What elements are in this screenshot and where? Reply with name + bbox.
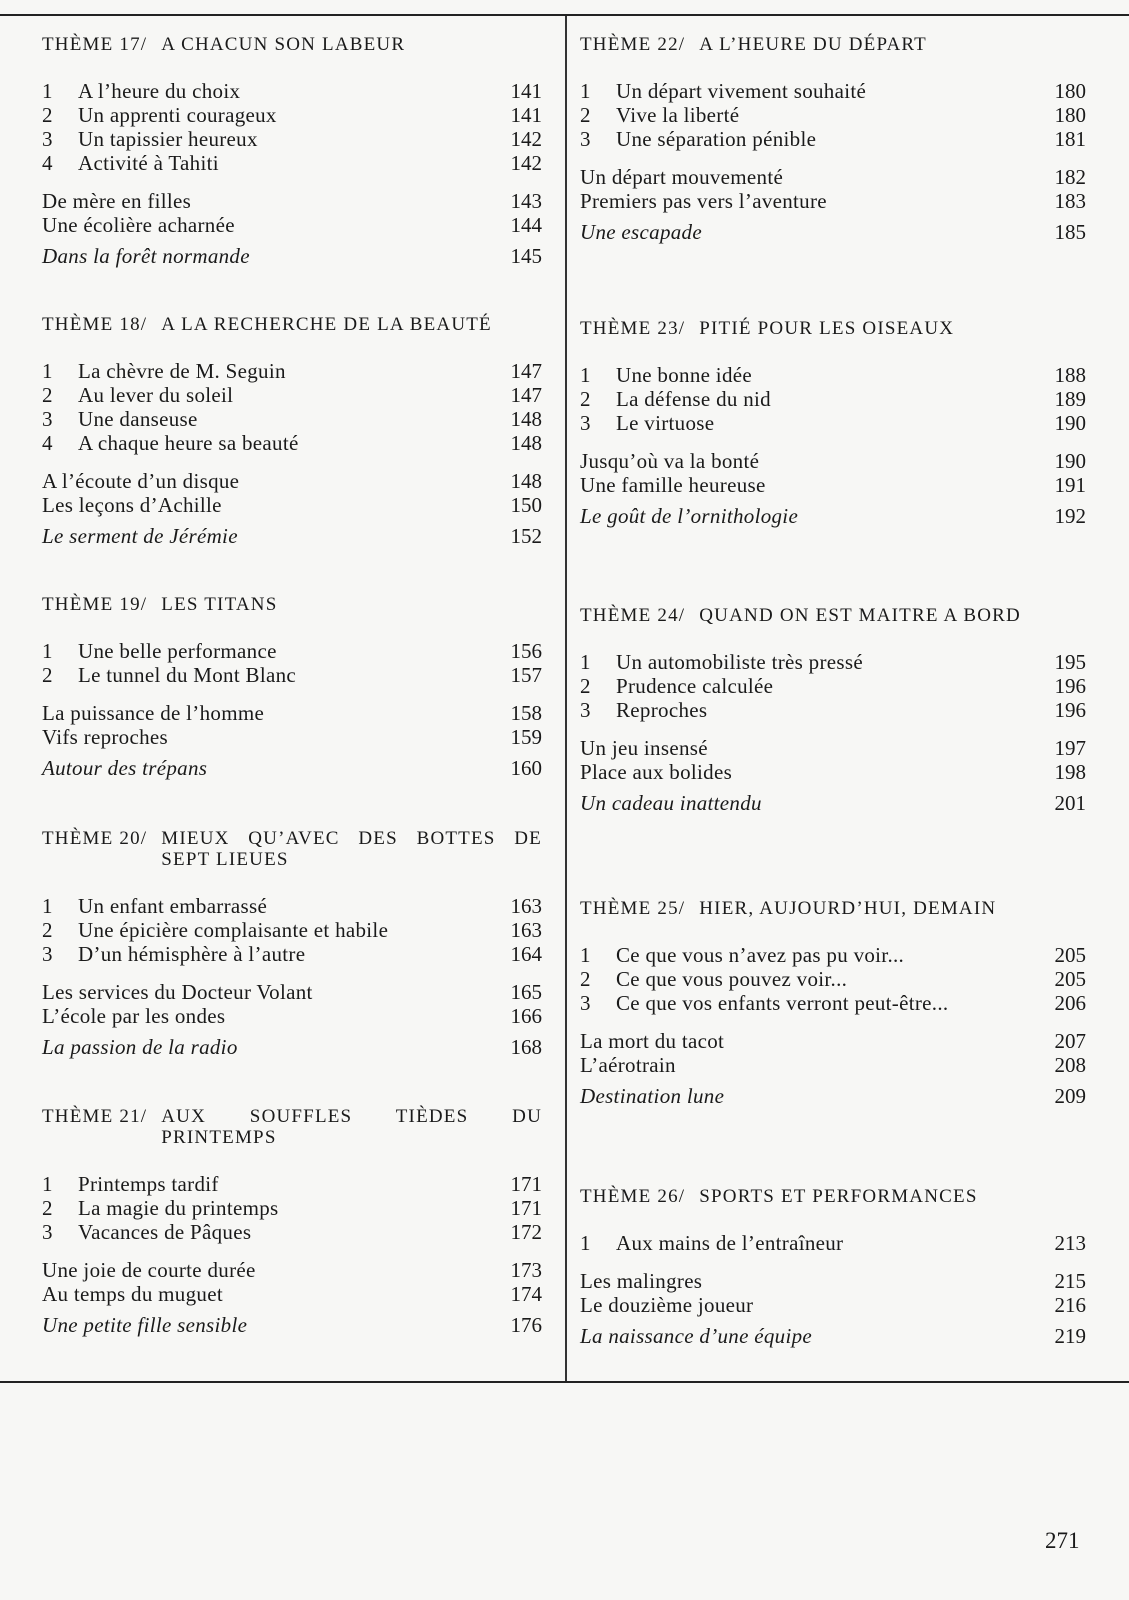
entry-title: Les malingres [580, 1269, 703, 1293]
entry-page: 188 [1054, 363, 1086, 387]
toc-entry-italic[interactable] [42, 1035, 542, 1059]
toc-entry[interactable] [580, 449, 1086, 473]
toc-entry[interactable] [580, 127, 1086, 151]
entry-number: 3 [580, 127, 591, 151]
additional-readings [580, 449, 1086, 528]
theme-name: MIEUX QU’AVEC DES BOTTES DE SEPT LIEUES [161, 828, 542, 870]
entry-number: 1 [42, 894, 53, 918]
entry-page: 171 [510, 1172, 542, 1196]
entry-title: A chaque heure sa beauté [78, 431, 299, 455]
entry-title: Vifs reproches [42, 725, 168, 749]
entry-title: Prudence calculée [616, 674, 774, 698]
theme-name: LES TITANS [161, 594, 278, 615]
additional-readings [580, 736, 1086, 815]
entry-page: 166 [510, 1004, 542, 1028]
toc-entry-italic[interactable] [580, 220, 1086, 244]
entry-title: Le goût de l’ornithologie [580, 504, 799, 528]
theme-section [42, 594, 542, 780]
additional-readings [42, 701, 542, 780]
toc-entry[interactable] [42, 639, 542, 663]
entry-page: 152 [510, 524, 542, 548]
entry-page: 206 [1054, 991, 1086, 1015]
entry-page: 163 [510, 918, 542, 942]
entry-page: 197 [1054, 736, 1086, 760]
additional-readings [42, 189, 542, 268]
entry-page: 198 [1054, 760, 1086, 784]
theme-section [580, 318, 1086, 528]
entry-page: 141 [510, 103, 542, 127]
toc-entry[interactable] [42, 894, 542, 918]
toc-entry[interactable] [580, 1029, 1086, 1053]
entry-title: A l’heure du choix [78, 79, 241, 103]
entry-title: Une séparation pénible [616, 127, 817, 151]
entry-title: Un tapissier heureux [78, 127, 258, 151]
entry-page: 180 [1054, 79, 1086, 103]
additional-readings [42, 469, 542, 548]
entry-title: Aux mains de l’entraîneur [616, 1231, 844, 1255]
entry-title: Vive la liberté [616, 103, 740, 127]
entry-page: 201 [1054, 791, 1086, 815]
entry-page: 207 [1054, 1029, 1086, 1053]
entry-number: 3 [580, 698, 591, 722]
entry-title: La mort du tacot [580, 1029, 725, 1053]
toc-entry[interactable] [42, 127, 542, 151]
toc-entry[interactable] [42, 213, 542, 237]
theme-name: A L’HEURE DU DÉPART [699, 34, 927, 55]
toc-entry[interactable] [42, 1196, 542, 1220]
entry-page: 183 [1054, 189, 1086, 213]
numbered-entries [42, 79, 542, 175]
toc-entry[interactable] [580, 736, 1086, 760]
theme-heading [42, 594, 542, 615]
toc-entry[interactable] [42, 663, 542, 687]
numbered-entries [580, 943, 1086, 1015]
toc-entry[interactable] [580, 760, 1086, 784]
toc-entry-italic[interactable] [580, 1324, 1086, 1348]
entry-title: Le tunnel du Mont Blanc [78, 663, 297, 687]
theme-number: THÈME 22/ [580, 34, 686, 55]
theme-number: THÈME 21/ [42, 1106, 148, 1127]
entry-number: 3 [580, 991, 591, 1015]
numbered-entries [42, 894, 542, 966]
entry-page: 174 [510, 1282, 542, 1306]
entry-title: Une écolière acharnée [42, 213, 235, 237]
entry-title: Une petite fille sensible [42, 1313, 248, 1337]
entry-title: La chèvre de M. Seguin [78, 359, 286, 383]
theme-heading [42, 828, 542, 870]
entry-title: Un automobiliste très pressé [616, 650, 863, 674]
entry-page: 148 [510, 431, 542, 455]
entry-page: 142 [510, 127, 542, 151]
theme-number: THÈME 17/ [42, 34, 148, 55]
entry-title: Place aux bolides [580, 760, 733, 784]
entry-number: 1 [42, 359, 53, 383]
entry-number: 1 [42, 1172, 53, 1196]
toc-entry[interactable] [42, 1282, 542, 1306]
toc-entry-italic[interactable] [580, 1084, 1086, 1108]
entry-page: 141 [510, 79, 542, 103]
toc-entry[interactable] [580, 1053, 1086, 1077]
theme-heading [580, 605, 1086, 626]
entry-number: 3 [42, 127, 53, 151]
entry-page: 191 [1054, 473, 1086, 497]
entry-title: Le douzième joueur [580, 1293, 754, 1317]
theme-name: PITIÉ POUR LES OISEAUX [699, 318, 955, 339]
theme-name: A CHACUN SON LABEUR [161, 34, 406, 55]
toc-entry[interactable] [42, 383, 542, 407]
toc-entry[interactable] [580, 1269, 1086, 1293]
toc-entry[interactable] [42, 103, 542, 127]
entry-title: Premiers pas vers l’aventure [580, 189, 827, 213]
entry-page: 158 [510, 701, 542, 725]
theme-section [42, 34, 542, 268]
entry-page: 182 [1054, 165, 1086, 189]
entry-page: 185 [1054, 220, 1086, 244]
entry-page: 157 [510, 663, 542, 687]
numbered-entries [580, 79, 1086, 151]
toc-entry[interactable] [580, 387, 1086, 411]
entry-number: 4 [42, 431, 53, 455]
entry-number: 3 [42, 942, 53, 966]
theme-name: QUAND ON EST MAITRE A BORD [699, 605, 1021, 626]
additional-readings [580, 1029, 1086, 1108]
entry-title: D’un hémisphère à l’autre [78, 942, 306, 966]
theme-name: HIER, AUJOURD’HUI, DEMAIN [699, 898, 997, 919]
toc-entry[interactable] [580, 79, 1086, 103]
entry-title: Une escapade [580, 220, 702, 244]
theme-section [580, 898, 1086, 1108]
theme-section [42, 1106, 542, 1337]
toc-entry[interactable] [42, 980, 542, 1004]
toc-entry[interactable] [42, 1220, 542, 1244]
entry-page: 213 [1054, 1231, 1086, 1255]
entry-title: De mère en filles [42, 189, 192, 213]
toc-entry-italic[interactable] [580, 504, 1086, 528]
entry-page: 216 [1054, 1293, 1086, 1317]
theme-name: AUX SOUFFLES TIÈDES DU PRINTEMPS [161, 1106, 542, 1148]
entry-page: 181 [1054, 127, 1086, 151]
toc-entry[interactable] [580, 967, 1086, 991]
entry-title: Destination lune [580, 1084, 725, 1108]
toc-entry-italic[interactable] [42, 756, 542, 780]
additional-readings [42, 1258, 542, 1337]
entry-title: L’aérotrain [580, 1053, 676, 1077]
numbered-entries [580, 650, 1086, 722]
toc-entry[interactable] [42, 79, 542, 103]
entry-number: 1 [580, 363, 591, 387]
toc-entry[interactable] [42, 1172, 542, 1196]
theme-number: THÈME 18/ [42, 314, 148, 335]
toc-entry[interactable] [580, 650, 1086, 674]
entry-number: 1 [580, 943, 591, 967]
toc-entry[interactable] [580, 991, 1086, 1015]
entry-page: 209 [1054, 1084, 1086, 1108]
theme-section [42, 314, 542, 548]
bottom-rule [0, 1381, 1129, 1383]
entry-number: 1 [580, 1231, 591, 1255]
entry-page: 176 [510, 1313, 542, 1337]
toc-entry[interactable] [42, 407, 542, 431]
entry-number: 4 [42, 151, 53, 175]
entry-page: 196 [1054, 674, 1086, 698]
entry-number: 3 [42, 1220, 53, 1244]
entry-title: La naissance d’une équipe [580, 1324, 813, 1348]
numbered-entries [42, 1172, 542, 1244]
entry-page: 148 [510, 407, 542, 431]
entry-page: 156 [510, 639, 542, 663]
toc-entry[interactable] [580, 473, 1086, 497]
toc-entry[interactable] [42, 725, 542, 749]
toc-entry[interactable] [580, 943, 1086, 967]
entry-title: Au temps du muguet [42, 1282, 223, 1306]
column-divider [565, 16, 567, 1382]
toc-entry[interactable] [42, 942, 542, 966]
theme-heading [42, 34, 542, 55]
entry-title: Un apprenti courageux [78, 103, 277, 127]
theme-number: THÈME 26/ [580, 1186, 686, 1207]
additional-readings [580, 1269, 1086, 1348]
entry-page: 192 [1054, 504, 1086, 528]
toc-entry[interactable] [42, 1004, 542, 1028]
entry-number: 2 [42, 383, 53, 407]
entry-title: Un cadeau inattendu [580, 791, 762, 815]
theme-section [42, 828, 542, 1059]
entry-page: 145 [510, 244, 542, 268]
entry-page: 195 [1054, 650, 1086, 674]
entry-title: Une danseuse [78, 407, 198, 431]
theme-number: THÈME 19/ [42, 594, 148, 615]
entry-number: 2 [580, 967, 591, 991]
entry-title: Autour des trépans [42, 756, 208, 780]
toc-entry[interactable] [42, 431, 542, 455]
entry-title: Un jeu insensé [580, 736, 708, 760]
entry-page: 164 [510, 942, 542, 966]
toc-entry[interactable] [42, 359, 542, 383]
toc-entry[interactable] [42, 469, 542, 493]
entry-number: 1 [580, 79, 591, 103]
theme-section [580, 605, 1086, 815]
entry-title: L’école par les ondes [42, 1004, 226, 1028]
entry-page: 180 [1054, 103, 1086, 127]
entry-number: 2 [580, 387, 591, 411]
entry-page: 189 [1054, 387, 1086, 411]
entry-page: 144 [510, 213, 542, 237]
entry-title: Jusqu’où va la bonté [580, 449, 760, 473]
additional-readings [580, 165, 1086, 244]
theme-number: THÈME 20/ [42, 828, 148, 849]
entry-title: Une épicière complaisante et habile [78, 918, 389, 942]
theme-heading [580, 34, 1086, 55]
entry-number: 2 [580, 674, 591, 698]
entry-title: Dans la forêt normande [42, 244, 250, 268]
entry-number: 3 [580, 411, 591, 435]
theme-heading [580, 1186, 1086, 1207]
toc-entry[interactable] [42, 151, 542, 175]
entry-page: 172 [510, 1220, 542, 1244]
toc-entry[interactable] [42, 701, 542, 725]
theme-name: A LA RECHERCHE DE LA BEAUTÉ [161, 314, 492, 335]
entry-page: 173 [510, 1258, 542, 1282]
toc-entry[interactable] [580, 363, 1086, 387]
toc-entry[interactable] [580, 1231, 1086, 1255]
entry-title: Une famille heureuse [580, 473, 766, 497]
entry-title: Activité à Tahiti [78, 151, 219, 175]
entry-title: Au lever du soleil [78, 383, 234, 407]
entry-title: Un départ mouvementé [580, 165, 784, 189]
entry-number: 2 [42, 918, 53, 942]
toc-entry[interactable] [42, 918, 542, 942]
entry-page: 171 [510, 1196, 542, 1220]
entry-title: Un départ vivement souhaité [616, 79, 867, 103]
theme-heading [580, 898, 1086, 919]
entry-page: 142 [510, 151, 542, 175]
entry-number: 1 [42, 639, 53, 663]
entry-number: 1 [580, 650, 591, 674]
entry-page: 150 [510, 493, 542, 517]
entry-title: La défense du nid [616, 387, 771, 411]
theme-heading [42, 1106, 542, 1148]
toc-entry[interactable] [42, 493, 542, 517]
entry-number: 2 [42, 1196, 53, 1220]
toc-entry[interactable] [580, 165, 1086, 189]
additional-readings [42, 980, 542, 1059]
entry-title: Une joie de courte durée [42, 1258, 256, 1282]
entry-page: 163 [510, 894, 542, 918]
entry-title: Ce que vos enfants verront peut-être... [616, 991, 949, 1015]
toc-entry-italic[interactable] [580, 791, 1086, 815]
entry-title: Une bonne idée [616, 363, 752, 387]
entry-number: 3 [42, 407, 53, 431]
toc-entry[interactable] [580, 1293, 1086, 1317]
entry-page: 168 [510, 1035, 542, 1059]
numbered-entries [42, 639, 542, 687]
entry-page: 205 [1054, 967, 1086, 991]
theme-number: THÈME 24/ [580, 605, 686, 626]
entry-number: 2 [580, 103, 591, 127]
numbered-entries [42, 359, 542, 455]
entry-page: 219 [1054, 1324, 1086, 1348]
entry-page: 143 [510, 189, 542, 213]
toc-entry[interactable] [580, 674, 1086, 698]
page-number: 271 [1045, 1528, 1080, 1553]
toc-entry[interactable] [580, 411, 1086, 435]
numbered-entries [580, 1231, 1086, 1255]
theme-name: SPORTS ET PERFORMANCES [699, 1186, 978, 1207]
entry-title: La passion de la radio [42, 1035, 238, 1059]
entry-title: Les leçons d’Achille [42, 493, 222, 517]
toc-entry[interactable] [580, 103, 1086, 127]
toc-entry[interactable] [42, 189, 542, 213]
entry-number: 1 [42, 79, 53, 103]
entry-page: 148 [510, 469, 542, 493]
entry-title: Ce que vous pouvez voir... [616, 967, 848, 991]
entry-title: Le virtuose [616, 411, 715, 435]
entry-page: 190 [1054, 449, 1086, 473]
entry-title: Les services du Docteur Volant [42, 980, 313, 1004]
numbered-entries [580, 363, 1086, 435]
entry-page: 147 [510, 383, 542, 407]
toc-entry-italic[interactable] [42, 244, 542, 268]
theme-heading [42, 314, 542, 335]
theme-section [580, 1186, 1086, 1348]
entry-page: 190 [1054, 411, 1086, 435]
entry-page: 215 [1054, 1269, 1086, 1293]
entry-number: 2 [42, 103, 53, 127]
toc-entry[interactable] [42, 1258, 542, 1282]
toc-entry[interactable] [580, 698, 1086, 722]
entry-page: 159 [510, 725, 542, 749]
toc-entry[interactable] [580, 189, 1086, 213]
entry-title: Vacances de Pâques [78, 1220, 252, 1244]
toc-entry-italic[interactable] [42, 1313, 542, 1337]
entry-title: La puissance de l’homme [42, 701, 265, 725]
theme-number: THÈME 25/ [580, 898, 686, 919]
entry-title: Une belle performance [78, 639, 277, 663]
entry-title: Ce que vous n’avez pas pu voir... [616, 943, 905, 967]
theme-section [580, 34, 1086, 244]
entry-title: Printemps tardif [78, 1172, 219, 1196]
entry-title: Le serment de Jérémie [42, 524, 238, 548]
entry-title: A l’écoute d’un disque [42, 469, 240, 493]
theme-heading [580, 318, 1086, 339]
theme-number: THÈME 23/ [580, 318, 686, 339]
entry-title: Reproches [616, 698, 708, 722]
entry-page: 196 [1054, 698, 1086, 722]
entry-title: La magie du printemps [78, 1196, 279, 1220]
entry-page: 208 [1054, 1053, 1086, 1077]
toc-entry-italic[interactable] [42, 524, 542, 548]
entry-page: 205 [1054, 943, 1086, 967]
entry-page: 160 [510, 756, 542, 780]
entry-title: Un enfant embarrassé [78, 894, 268, 918]
entry-page: 147 [510, 359, 542, 383]
entry-number: 2 [42, 663, 53, 687]
entry-page: 165 [510, 980, 542, 1004]
